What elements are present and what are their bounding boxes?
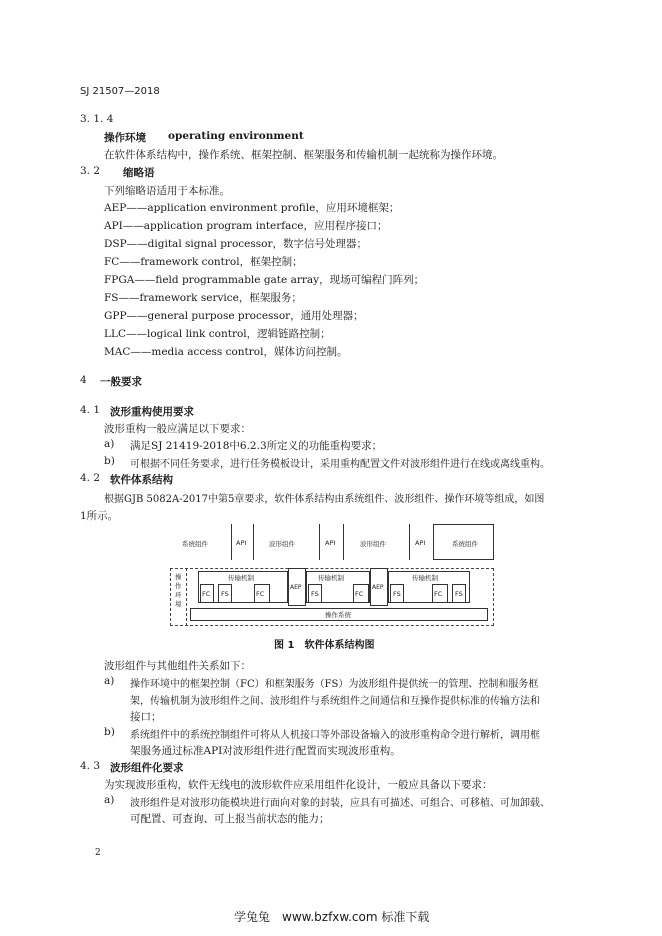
fs-label: FS <box>393 590 401 598</box>
system-component-label: 系统组件 <box>452 540 478 548</box>
transport-label: 传输机制 <box>228 574 254 582</box>
list-label: a) <box>104 438 115 450</box>
fc-label: FC <box>434 590 443 598</box>
list-label: a) <box>104 794 115 806</box>
architecture-figure <box>170 524 494 626</box>
section-title: 软件体系结构 <box>110 474 173 486</box>
section-title: 缩略语 <box>123 167 155 179</box>
list-label: b) <box>104 726 115 738</box>
paragraph: 1所示。 <box>80 510 119 522</box>
section-title: 波形重构使用要求 <box>110 406 194 418</box>
aep-label: AEP <box>372 584 384 591</box>
api-label: API <box>325 539 336 547</box>
section-number: 3. 1. 4 <box>80 113 114 125</box>
section-number: 4 <box>80 374 87 386</box>
env-label: 操 作 环 境 <box>175 573 182 608</box>
list-item: 可根据不同任务要求，进行任务模板设计，采用重构配置文件对波形组件进行在线或离线重构。 <box>130 459 550 470</box>
abbr-item: API——application program interface，应用程序接口； <box>104 220 388 232</box>
section-number: 4. 2 <box>80 472 101 484</box>
term-english: operating environment <box>168 130 304 142</box>
aep-label: AEP <box>290 584 302 591</box>
abbr-item: MAC——media access control，媒体访问控制。 <box>104 346 348 358</box>
abbr-item: LLC——logical link control，逻辑链路控制； <box>104 328 331 340</box>
api-label: API <box>415 539 426 547</box>
abbr-item: GPP——general purpose processor，通用处理器； <box>104 310 364 322</box>
fc-label: FC <box>202 590 211 598</box>
waveform-component-label: 波形组件 <box>360 540 386 548</box>
list-item-cont: 可配置、可查询、可上报当前状态的能力； <box>130 813 330 825</box>
abbr-item: FPGA——field programmable gate array，现场可编程门阵列； <box>104 274 425 286</box>
abbr-item: FC——framework control，框架控制； <box>104 256 303 268</box>
list-item-cont: 接口； <box>130 711 162 723</box>
api-label: API <box>236 539 247 547</box>
standard-code: SJ 21507—2018 <box>80 86 160 97</box>
paragraph: 为实现波形重构，软件无线电的波形软件应采用组件化设计，一般应具备以下要求： <box>104 779 493 791</box>
list-item: 操作环境中的框架控制（FC）和框架服务（FS）为波形组件提供统一的管理、控制和服务框 <box>130 679 539 690</box>
paragraph: 根据GJB 5082A-2017中第5章要求，软件体系结构由系统组件、波形组件、操作环境等组成，如图 <box>104 494 545 505</box>
paragraph: 下列缩略语适用于本标准。 <box>104 185 230 197</box>
paragraph: 波形重构一般应满足以下要求： <box>104 423 251 435</box>
list-item: 系统组件中的系统控制组件可将从人机接口等外部设备输入的波形重构命令进行解析，调用框 <box>130 730 540 741</box>
page-number: 2 <box>95 848 101 858</box>
transport-label: 传输机制 <box>318 574 344 582</box>
list-item: 满足SJ 21419-2018中6.2.3所定义的功能重构要求； <box>130 440 383 452</box>
section-number: 4. 1 <box>80 404 101 416</box>
list-label: a) <box>104 675 115 687</box>
term-chinese: 操作环境 <box>104 132 146 144</box>
waveform-component-label: 波形组件 <box>269 540 295 548</box>
section-title: 波形组件化要求 <box>110 762 184 774</box>
watermark: 学兔兔 www.bzfxw.com 标准下载 <box>234 910 430 924</box>
system-component-label: 系统组件 <box>182 540 208 548</box>
fc-label: FC <box>355 590 364 598</box>
abbr-item: FS——framework service，框架服务； <box>104 292 302 304</box>
os-label: 操作系统 <box>325 611 351 619</box>
fc-label: FC <box>256 590 265 598</box>
figure-caption: 图 1 软件体系结构图 <box>274 640 375 651</box>
section-number: 3. 2 <box>80 165 101 177</box>
list-label: b) <box>104 455 115 467</box>
section-title: 一般要求 <box>100 376 142 388</box>
list-item-cont: 架服务通过标准API对波形组件进行配置而实现波形重构。 <box>130 745 401 757</box>
list-item-cont: 架，传输机制为波形组件之间、波形组件与系统组件之间通信和互操作提供标准的传输方法和 <box>130 696 540 707</box>
abbr-item: DSP——digital signal processor，数字信号处理器； <box>104 238 367 250</box>
fs-label: FS <box>311 590 319 598</box>
fs-label: FS <box>455 590 463 598</box>
term-definition: 在软件体系结构中，操作系统、框架控制、框架服务和传输机制一起统称为操作环境。 <box>104 149 503 161</box>
abbr-item: AEP——application environment profile，应用环境框架； <box>104 202 400 214</box>
paragraph: 波形组件与其他组件关系如下： <box>104 660 251 672</box>
section-number: 4. 3 <box>80 760 101 772</box>
transport-label: 传输机制 <box>412 574 438 582</box>
list-item: 波形组件是对波形功能模块进行面向对象的封装，应具有可描述、可组合、可移植、可加卸载、 <box>130 798 550 809</box>
fs-label: FS <box>221 590 229 598</box>
